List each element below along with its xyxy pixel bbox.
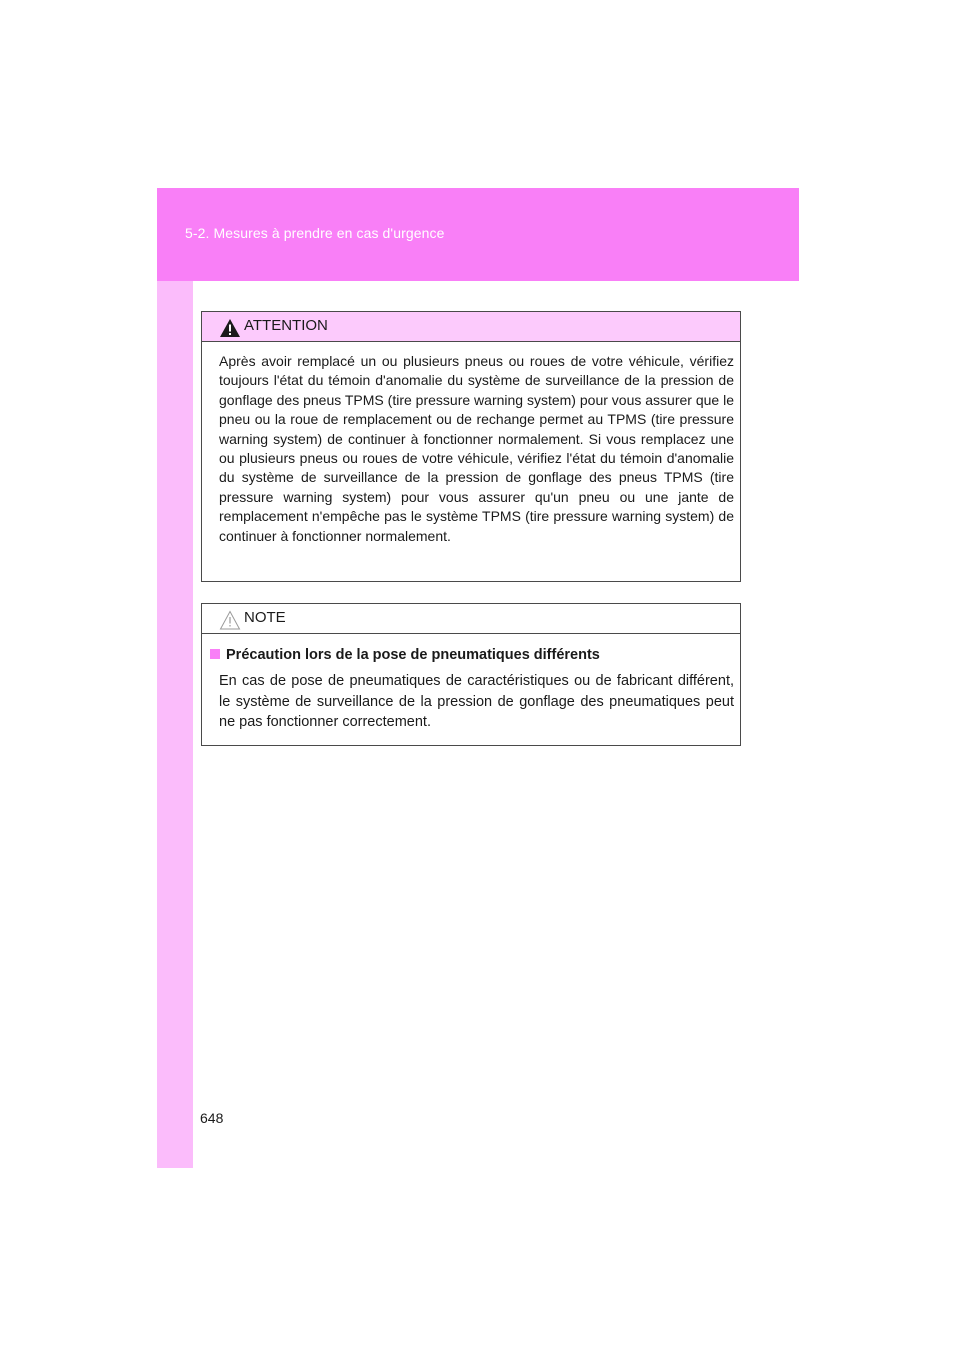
attention-label: ATTENTION <box>244 317 328 334</box>
note-box <box>201 603 741 746</box>
note-label: NOTE <box>244 609 286 626</box>
note-title <box>210 647 600 663</box>
warning-filled-icon <box>219 318 241 338</box>
note-header <box>202 604 740 634</box>
page-number: 648 <box>200 1110 224 1126</box>
side-color-band <box>157 188 193 1168</box>
attention-text: Après avoir remplacé un ou plusieurs pneus ou roues de votre véhicule, vérifiez toujours l'état du témoin d'anomalie du système de surveillance de la pression de gonflage des pneus TPMS (tire pressure warning system) pour vous assurer que le pneu ou la roue de remplacement ou de rechange permet au TPMS (tire pressure warning system) de continuer à fonctionner normalement. Si vous remplacez une ou plusieurs pneus ou roues de votre véhicule, vérifiez l'état du témoin d'anomalie du système de surveillance de la pression de gonflage des pneus TPMS (tire pressure warning system) pour vous assurer qu'un pneu ou une jante de remplacement n'empêche pas le système TPMS (tire pressure warning system) de continuer à fonctionner normalement. <box>219 353 734 544</box>
section-title: 5-2. Mesures à prendre en cas d'urgence <box>185 225 445 241</box>
attention-header <box>202 312 740 342</box>
warning-outline-icon <box>219 610 241 630</box>
note-title-text: Précaution lors de la pose de pneumatiques différents <box>226 647 600 663</box>
note-text: En cas de pose de pneumatiques de caractéristiques ou de fabricant différent, le système de surveillance de la pression de gonflage des pneumatiques peut ne pas fonctionner correctement. <box>219 673 734 730</box>
bullet-square-icon <box>210 649 220 659</box>
attention-box <box>201 311 741 582</box>
